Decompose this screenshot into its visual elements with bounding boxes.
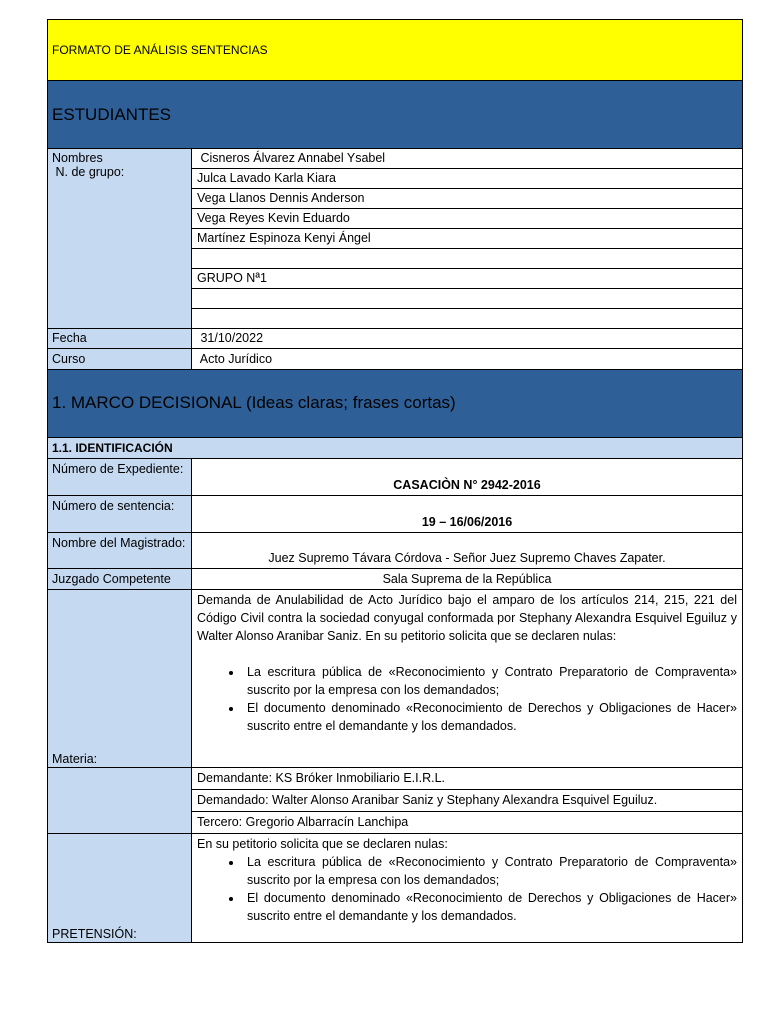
partes-value-cell bbox=[192, 768, 742, 833]
curso-label: Curso bbox=[48, 349, 192, 369]
empty-line bbox=[192, 249, 742, 269]
identificacion-heading: 1.1. IDENTIFICACIÓN bbox=[52, 441, 173, 455]
student-name: Martínez Espinoza Kenyi Ángel bbox=[192, 229, 742, 249]
pretension-value bbox=[192, 834, 742, 942]
empty-line bbox=[192, 309, 742, 329]
student-name: Vega Llanos Dennis Anderson bbox=[192, 189, 742, 209]
demandado: Demandado: Walter Alonso Aranibar Saniz y Stephany Alexandra Esquivel Eguiluz. bbox=[192, 790, 742, 812]
fecha-row bbox=[47, 329, 743, 349]
magistrado-row bbox=[47, 533, 743, 569]
magistrado-value: Juez Supremo Távara Córdova - Señor Juez Supremo Chaves Zapater. bbox=[268, 551, 666, 565]
juzgado-label: Juzgado Competente bbox=[48, 569, 192, 589]
analysis-form bbox=[47, 19, 743, 943]
student-name: Cisneros Álvarez Annabel Ysabel bbox=[192, 149, 742, 169]
group-number: GRUPO Nª1 bbox=[192, 269, 742, 289]
marco-heading-row bbox=[47, 370, 743, 438]
identificacion-heading-row bbox=[47, 438, 743, 459]
students-row bbox=[47, 149, 743, 329]
juzgado-value: Sala Suprema de la República bbox=[382, 572, 552, 586]
materia-item: • La escritura pública de «Reconocimiento y Contrato Preparatorio de Compraventa» suscrito por la empresa con los demandados; bbox=[243, 663, 737, 699]
names-label: Nombres bbox=[52, 151, 103, 165]
demandante: Demandante: KS Bróker Inmobiliario E.I.R.L. bbox=[192, 768, 742, 790]
marco-heading: 1. MARCO DECISIONAL (Ideas claras; frases cortas) bbox=[52, 393, 456, 412]
pretension-intro: En su petitorio solicita que se declaren nulas: bbox=[197, 837, 448, 851]
pretension-label: PRETENSIÓN: bbox=[52, 927, 137, 941]
sentencia-label: Número de sentencia: bbox=[48, 496, 192, 532]
materia-item: • El documento denominado «Reconocimiento de Derechos y Obligaciones de Hacer» suscrito entre el demandante y los demandados. bbox=[243, 699, 737, 735]
form-title-row bbox=[47, 19, 743, 81]
pretension-item: • El documento denominado «Reconocimiento de Derechos y Obligaciones de Hacer» suscrito entre el demandante y los demandados. bbox=[243, 889, 737, 925]
tercero: Tercero: Gregorio Albarracín Lanchipa bbox=[197, 815, 409, 829]
pretension-list bbox=[197, 853, 737, 925]
partes-row bbox=[47, 768, 743, 834]
partes-label-cell bbox=[48, 768, 192, 833]
pretension-item: • La escritura pública de «Reconocimiento y Contrato Preparatorio de Compraventa» suscrito por la empresa con los demandados; bbox=[243, 853, 737, 889]
expediente-label: Número de Expediente: bbox=[48, 459, 192, 495]
form-title: FORMATO DE ANÁLISIS SENTENCIAS bbox=[52, 43, 268, 57]
students-label-cell bbox=[48, 149, 192, 328]
sentencia-value: 19 – 16/06/2016 bbox=[421, 515, 513, 529]
materia-row bbox=[47, 590, 743, 768]
student-name: Julca Lavado Karla Kiara bbox=[192, 169, 742, 189]
fecha-label: Fecha bbox=[48, 329, 192, 348]
materia-intro: Demanda de Anulabilidad de Acto Jurídico bajo el amparo de los artículos 214, 215, 221 del Código Civil contra la sociedad conyugal conformada por Stephany Alexandra Esquivel Eguiluz y Walter Alonso Aranibar Saniz. En su petitorio solicita que se declaren nulas: bbox=[197, 593, 737, 643]
materia-label-cell bbox=[48, 590, 192, 767]
materia-list bbox=[197, 663, 737, 735]
materia-label: Materia: bbox=[52, 752, 98, 766]
student-name: Vega Reyes Kevin Eduardo bbox=[192, 209, 742, 229]
fecha-value: 31/10/2022 bbox=[197, 331, 264, 345]
students-heading: ESTUDIANTES bbox=[52, 105, 172, 124]
group-label: N. de grupo: bbox=[52, 165, 125, 179]
curso-row bbox=[47, 349, 743, 370]
juzgado-row bbox=[47, 569, 743, 590]
curso-value: Acto Jurídico bbox=[197, 352, 273, 366]
pretension-label-cell bbox=[48, 834, 192, 942]
students-value-cell bbox=[192, 149, 742, 328]
magistrado-label: Nombre del Magistrado: bbox=[48, 533, 192, 568]
expediente-value: CASACIÒN N° 2942-2016 bbox=[393, 478, 541, 492]
students-heading-row bbox=[47, 81, 743, 149]
pretension-row bbox=[47, 834, 743, 943]
expediente-row bbox=[47, 459, 743, 496]
sentencia-row bbox=[47, 496, 743, 533]
materia-value bbox=[192, 590, 742, 767]
empty-line bbox=[192, 289, 742, 309]
